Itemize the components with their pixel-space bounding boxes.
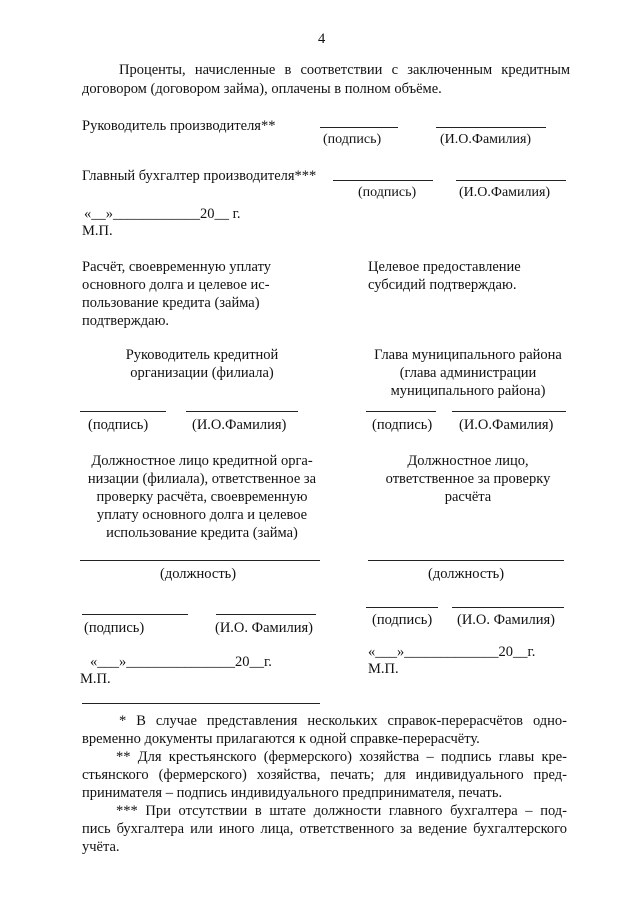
footnote-3-rest: пись бухгалтера или иного лица, ответственного за ведение бухгалтерского xyxy=(82,821,567,837)
footnote-3-rest2: учёта. xyxy=(82,839,120,855)
left-position-caption: (должность) xyxy=(160,566,237,582)
right-name-line xyxy=(452,411,566,412)
right-title-line-2: (глава администрации xyxy=(399,365,537,381)
left-name-caption-2: (И.О. Фамилия) xyxy=(215,620,313,636)
footnote-1-rest: временно документы прилагаются к одной справке-перерасчёту. xyxy=(82,731,480,747)
footnote-2-first: ** Для крестьянского (фермерского) хозяйства – подпись главы кре- xyxy=(116,749,567,765)
left-sign-caption-2: (подпись) xyxy=(84,620,145,636)
right-position-caption: (должность) xyxy=(428,566,505,582)
right-title-line-1: Глава муниципального района xyxy=(374,347,562,363)
seal-mark-1: М.П. xyxy=(82,223,113,239)
left-confirm-line-1: Расчёт, своевременную уплату xyxy=(82,259,271,275)
right-sign-caption: (подпись) xyxy=(372,417,433,433)
right-signature-line-2 xyxy=(366,607,438,608)
right-responsible-line-2: ответственное за проверку xyxy=(385,471,551,487)
right-responsible-line-3: расчёта xyxy=(444,489,492,505)
left-responsible-line-2: низации (филиала), ответственное за xyxy=(87,471,317,487)
left-responsible-line-1: Должностное лицо кредитной орга- xyxy=(91,453,313,469)
left-title-line-1: Руководитель кредитной xyxy=(125,347,279,363)
right-name-caption: (И.О.Фамилия) xyxy=(459,417,554,433)
footnote-separator xyxy=(82,703,320,704)
right-signature-line xyxy=(366,411,436,412)
producer-head-title: Руководитель производителя** xyxy=(82,118,276,134)
left-position-line xyxy=(80,560,320,561)
footnote-3-first: *** При отсутствии в штате должности главного бухгалтера – под- xyxy=(116,803,567,819)
left-responsible-line-4: уплату основного долга и целевое xyxy=(96,507,308,523)
producer-head-signature-line xyxy=(320,127,398,128)
left-name-line xyxy=(186,411,298,412)
right-date: «___»_____________20__г. xyxy=(368,644,536,660)
producer-head-sign-caption: (подпись) xyxy=(323,132,382,147)
left-seal-mark: М.П. xyxy=(80,671,111,687)
left-responsible-line-3: проверку расчёта, своевременную xyxy=(96,489,308,505)
left-signature-line-2 xyxy=(82,614,188,615)
left-name-line-2 xyxy=(216,614,316,615)
intro-line-1: Проценты, начисленные в соответствии с заключенным кредитным xyxy=(119,62,570,78)
page-number: 4 xyxy=(318,31,326,47)
chief-accountant-sign-caption: (подпись) xyxy=(358,185,417,200)
chief-accountant-signature-line xyxy=(333,180,433,181)
left-name-caption: (И.О.Фамилия) xyxy=(192,417,287,433)
date-block-1: «__»____________20__ г. xyxy=(84,206,241,222)
left-confirm-line-2: основного долга и целевое ис- xyxy=(82,277,270,293)
left-confirm-line-4: подтверждаю. xyxy=(82,313,170,329)
footnote-2-rest: стьянского (фермерского) хозяйства, печать; для индивидуального пред- xyxy=(82,767,567,783)
left-confirm-line-3: пользование кредита (займа) xyxy=(82,295,260,311)
right-responsible-line-1: Должностное лицо, xyxy=(407,453,529,469)
left-date: «___»_______________20__г. xyxy=(90,654,272,670)
left-sign-caption: (подпись) xyxy=(88,417,149,433)
chief-accountant-name-caption: (И.О.Фамилия) xyxy=(459,185,551,200)
chief-accountant-name-line xyxy=(456,180,566,181)
producer-head-name-line xyxy=(436,127,546,128)
left-signature-line xyxy=(80,411,166,412)
right-position-line xyxy=(368,560,564,561)
intro-line-2: договором (договором займа), оплачены в полном объёме. xyxy=(82,81,442,97)
right-name-line-2 xyxy=(452,607,564,608)
footnote-2-rest2: принимателя – подпись индивидуального предпринимателя, печать. xyxy=(82,785,503,801)
left-title-line-2: организации (филиала) xyxy=(130,365,274,381)
right-title-line-3: муниципального района) xyxy=(390,383,546,399)
chief-accountant-title: Главный бухгалтер производителя*** xyxy=(82,168,317,184)
producer-head-name-caption: (И.О.Фамилия) xyxy=(440,132,532,147)
right-name-caption-2: (И.О. Фамилия) xyxy=(457,612,555,628)
right-sign-caption-2: (подпись) xyxy=(372,612,433,628)
footnote-1-first: * В случае представления нескольких справок-перерасчётов одно- xyxy=(119,713,567,729)
right-confirm-line-1: Целевое предоставление xyxy=(368,259,521,275)
right-confirm-line-2: субсидий подтверждаю. xyxy=(368,277,517,293)
left-responsible-line-5: использование кредита (займа) xyxy=(106,525,298,541)
right-seal-mark: М.П. xyxy=(368,661,399,677)
